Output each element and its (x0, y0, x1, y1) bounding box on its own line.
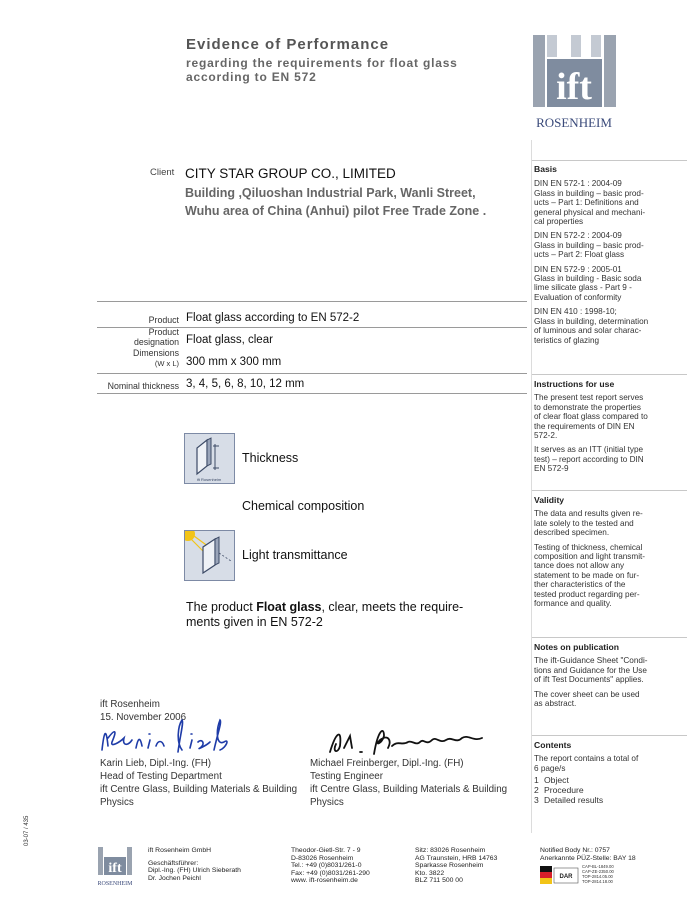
validity-line: ther characteristics of the (534, 580, 626, 590)
sidebar-rule (532, 374, 687, 375)
product-value: Float glass according to EN 572-2 (186, 312, 360, 324)
contents-item-number: 2 (534, 785, 539, 796)
footer-company-name: ift Rosenheim GmbH (148, 847, 212, 854)
signatory-left: Karin Lieb, Dipl.-Ing. (FH) Head of Testing Department ift Centre Glass, Building Materials & Building Physics (100, 758, 298, 808)
dimensions-value: 300 mm x 300 mm (186, 356, 282, 368)
designation-value: Float glass, clear (186, 334, 273, 346)
subtitle-line-1: regarding the requirements for float glass (186, 56, 458, 70)
notes-line: The ift-Guidance Sheet "Condi- (534, 656, 648, 666)
conclusion-product: Float glass (256, 600, 322, 614)
accreditation-codes (582, 864, 614, 884)
instructions-line: of clear float glass compared to (534, 412, 648, 422)
document-subtitle (186, 56, 526, 84)
accreditation-code: TOP-2814.05.00 (582, 874, 613, 879)
sidebar-divider (531, 140, 532, 833)
notes-line: The cover sheet can be used (534, 689, 640, 699)
contents-item-label: Procedure (544, 785, 584, 796)
instructions-line: EN 572-9 (534, 464, 569, 474)
svg-text:ift: ift (108, 861, 122, 876)
test-thickness: Thickness (242, 451, 299, 465)
sidebar-contents (534, 741, 684, 805)
contents-heading: Contents (534, 740, 572, 750)
dimensions-label-text: Dimensions (133, 348, 179, 358)
issue-date: 15. November 2006 (100, 712, 187, 723)
dimensions-label (133, 349, 179, 368)
contents-item (534, 795, 684, 805)
sidebar-rule (532, 490, 687, 491)
validity-line: tested product regarding per- (534, 589, 640, 599)
signatory-left-dept: ift Centre Glass, Building Materials & Building (100, 784, 298, 795)
validity-list (534, 509, 684, 608)
validity-line: formance and quality. (534, 599, 612, 609)
document-title: Evidence of Performance (186, 36, 390, 53)
thickness-label: Nominal thickness (107, 381, 179, 391)
signatory-right-dept: ift Centre Glass, Building Materials & Building (310, 784, 508, 795)
svg-text:ift Rosenheim: ift Rosenheim (196, 477, 222, 482)
contents-list (534, 775, 684, 805)
validity-paragraph (534, 543, 684, 609)
test-light-transmittance: Light transmittance (242, 548, 348, 562)
thickness-test-icon (184, 433, 235, 484)
designation-label (134, 328, 179, 347)
basis-line: Evaluation of conformity (534, 292, 622, 302)
basis-line: Glass in building - Basic soda (534, 274, 642, 284)
contents-intro-1: The report contains a total of (534, 754, 639, 764)
client-address (185, 184, 530, 220)
instructions-line: to demonstrate the properties (534, 402, 641, 412)
contents-item (534, 785, 684, 795)
test-chemical-composition: Chemical composition (242, 499, 365, 513)
basis-line: of luminous and solar charac- (534, 326, 642, 336)
contents-item (534, 775, 684, 785)
sidebar-validity (534, 496, 684, 613)
basis-paragraph (534, 307, 684, 345)
instructions-paragraph (534, 393, 684, 440)
basis-line: DIN EN 410 : 1998-10; (534, 307, 617, 317)
basis-line: Glass in building – basic prod- (534, 240, 644, 250)
svg-text:DAR: DAR (559, 874, 573, 880)
validity-heading: Validity (534, 495, 565, 505)
ift-rosenheim-logo (531, 33, 618, 133)
accreditation-code: TOP-2814.18.00 (582, 879, 613, 884)
basis-line: lime silicate glass - Part 9 - (534, 283, 632, 293)
validity-line: described specimen. (534, 528, 610, 538)
accreditation-code: CAP-BL-1849.00 (582, 864, 614, 869)
logo-mark: ift (556, 66, 592, 108)
table-rule (97, 301, 527, 302)
footer-address: Theodor-Gietl-Str. 7 - 9 D-83026 Rosenheim Tel.: +49 (0)8031/261-0 Fax: +49 (0)8031/261-290 www. ift-rosenheim.de (291, 847, 370, 885)
signatory-left-name: Karin Lieb, Dipl.-Ing. (FH) (100, 758, 212, 769)
logo-city: ROSENHEIM (536, 115, 612, 130)
conclusion: The product Float glass, clear, meets the require- ments given in EN 572-2 (186, 600, 464, 629)
notes-list (534, 656, 684, 708)
validity-line: The data and results given re- (534, 509, 643, 519)
validity-line: late solely to the tested and (534, 518, 634, 528)
basis-line: ucts – Part 1: Definitions and (534, 198, 639, 208)
validity-line: statement to be made on fur- (534, 570, 640, 580)
instructions-heading: Instructions for use (534, 379, 615, 389)
footer-notified-body: Notified Body Nr.: 0757 Anerkannte PÜZ-Stelle: BAY 18 (540, 847, 636, 862)
instructions-list (534, 393, 684, 473)
designation-label-2: designation (134, 336, 179, 347)
basis-line: ucts – Part 2: Float glass (534, 250, 625, 260)
contents-item-number: 1 (534, 775, 539, 786)
validity-line: tance does not allow any (534, 561, 625, 571)
sidebar-notes (534, 643, 684, 713)
form-code: 03-07 / 435 (24, 815, 30, 846)
notes-line: of ift Test Documents" applies. (534, 675, 644, 685)
basis-line: general physical and mechani- (534, 207, 646, 217)
validity-line: composition and light transmit- (534, 552, 646, 562)
sidebar-rule (532, 735, 687, 736)
basis-line: Glass in building, determination (534, 316, 649, 326)
signatory-right: Michael Freinberger, Dipl.-Ing. (FH) Testing Engineer ift Centre Glass, Building Materials & Building Physics (310, 758, 508, 808)
dimensions-unit: (W x L) (154, 358, 179, 368)
instructions-paragraph (534, 445, 684, 473)
validity-line: Testing of thickness, chemical (534, 542, 643, 552)
client-address-line-1: Building ,Qiluoshan Industrial Park, Wanli Street, (185, 186, 476, 200)
basis-line: DIN EN 572-2 : 2004-09 (534, 231, 622, 241)
svg-text:ROSENHEIM: ROSENHEIM (98, 881, 132, 887)
basis-paragraph (534, 265, 684, 303)
basis-heading: Basis (534, 164, 557, 174)
footer-registration: Sitz: 83026 Rosenheim AG Traunstein, HRB 14763 Sparkasse Rosenheim Kto. 3822 BLZ 711 500 00 (415, 847, 498, 885)
issue-place: ift Rosenheim (100, 699, 160, 710)
instructions-line: test) – report according to DIN (534, 454, 644, 464)
thickness-value: 3, 4, 5, 6, 8, 10, 12 mm (186, 378, 305, 390)
notes-line: as abstract. (534, 699, 577, 709)
basis-list (534, 179, 684, 345)
sidebar-basis (534, 165, 684, 350)
contents-item-number: 3 (534, 795, 539, 806)
accreditation-code: CAP-ZE-2350.00 (582, 869, 614, 874)
contents-item-label: Detailed results (544, 795, 604, 806)
notes-heading: Notes on publication (534, 642, 619, 652)
sidebar-rule (532, 160, 687, 161)
client-address-line-2: Wuhu area of China (Anhui) pilot Free Trade Zone . (185, 204, 487, 218)
validity-paragraph (534, 509, 684, 537)
client-label: Client (150, 167, 175, 178)
notes-paragraph (534, 656, 684, 684)
instructions-line: 572-2. (534, 431, 558, 441)
basis-paragraph (534, 231, 684, 259)
subtitle-line-2: according to EN 572 (186, 70, 317, 84)
light-transmittance-icon (184, 530, 235, 581)
notes-paragraph (534, 690, 684, 709)
footer-website-link[interactable]: www. ift-rosenheim.de (291, 877, 358, 885)
instructions-line: the requirements of DIN EN (534, 421, 635, 431)
basis-line: DIN EN 572-9 : 2005-01 (534, 264, 622, 274)
instructions-line: The present test report serves (534, 393, 644, 403)
signatory-left-role: Head of Testing Department (100, 771, 222, 782)
client-name: CITY STAR GROUP CO., LIMITED (185, 166, 396, 181)
designation-label-1: Product (148, 327, 179, 337)
product-label: Product (148, 315, 179, 325)
basis-line: DIN EN 572-1 : 2004-09 (534, 179, 622, 189)
basis-line: cal properties (534, 217, 584, 227)
instructions-line: It serves as an ITT (initial type (534, 445, 644, 455)
contents-item-label: Object (544, 775, 569, 786)
table-rule (97, 373, 527, 374)
signatory-right-role: Testing Engineer (310, 771, 383, 782)
basis-line: teristics of glazing (534, 335, 600, 345)
footer-ift-logo (98, 847, 132, 894)
signatory-right-name: Michael Freinberger, Dipl.-Ing. (FH) (310, 758, 464, 769)
footer-company: ift Rosenheim GmbH Geschäftsführer: Dipl.-Ing. (FH) Ulrich Sieberath Dr. Jochen Peichl (148, 847, 241, 882)
table-rule (97, 393, 527, 394)
basis-line: Glass in building – basic prod- (534, 188, 644, 198)
contents-intro-2: 6 page/s (534, 763, 566, 773)
basis-paragraph (534, 179, 684, 226)
sidebar-instructions (534, 380, 684, 479)
sidebar-rule (532, 637, 687, 638)
notes-line: tions and Guidance for the Use (534, 665, 647, 675)
